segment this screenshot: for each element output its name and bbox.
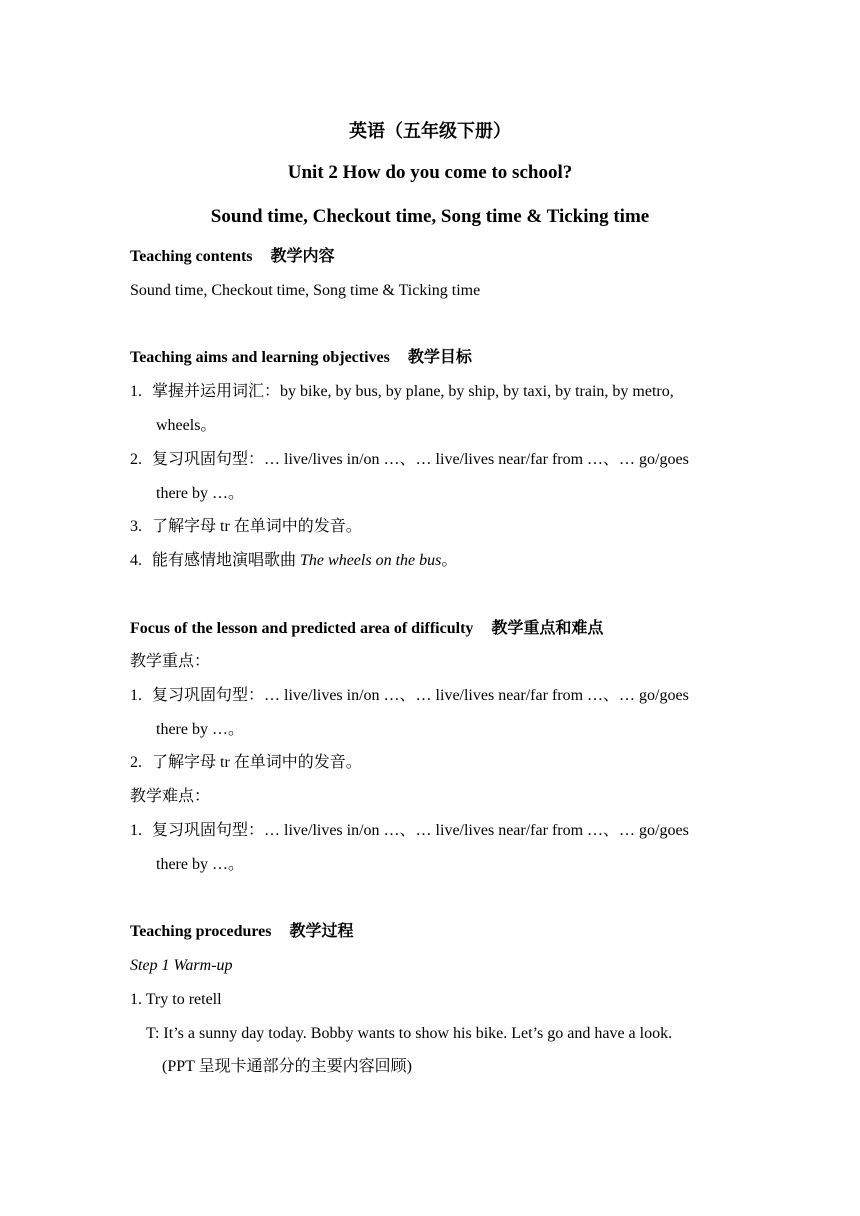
aims-item-3: [130, 517, 362, 537]
difficulty-item-1: [130, 821, 689, 841]
aims-item-4: [130, 551, 457, 571]
contents-heading-cn: 教学内容: [270, 248, 335, 265]
item-number: 4.: [130, 552, 142, 569]
key-item-1: [130, 686, 689, 706]
song-title: The wheels on the bus: [300, 552, 442, 569]
item-text: 复习巩固句型：… live/lives in/on …、… live/lives near/far from …、… go/goes: [152, 687, 689, 704]
aims-heading-en: Teaching aims and learning objectives: [130, 349, 390, 366]
aims-item-1-cont: wheels。: [156, 417, 217, 434]
contents-heading: [130, 247, 335, 267]
key-item-1-cont: there by …。: [156, 721, 244, 738]
contents-heading-en: Teaching contents: [130, 248, 253, 265]
difficulty-label: 教学难点：: [130, 788, 211, 805]
procedures-heading: [130, 922, 354, 942]
item-text-post: 。: [441, 552, 458, 569]
unit-title: Unit 2 How do you come to school?: [287, 162, 573, 183]
item-number: 1.: [130, 687, 142, 704]
ppt-note: (PPT 呈现卡通部分的主要内容回顾): [162, 1058, 412, 1075]
aims-item-1: [130, 382, 674, 402]
teacher-line: T: It’s a sunny day today. Bobby wants to show his bike. Let’s go and have a look.: [146, 1025, 673, 1042]
lesson-title: Sound time, Checkout time, Song time & Ticking time: [210, 206, 650, 227]
item-text: 掌握并运用词汇：by bike, by bus, by plane, by ship, by taxi, by train, by metro,: [152, 383, 674, 400]
aims-item-2: [130, 450, 689, 470]
focus-heading: [130, 619, 603, 639]
key-points-label: 教学重点：: [130, 653, 211, 670]
item-number: 1.: [130, 383, 142, 400]
procedures-heading-cn: 教学过程: [289, 923, 354, 940]
focus-heading-cn: 教学重点和难点: [491, 620, 604, 637]
item-text: 了解字母 tr 在单词中的发音。: [152, 754, 362, 771]
aims-heading-cn: 教学目标: [407, 349, 472, 366]
focus-heading-en: Focus of the lesson and predicted area of difficulty: [130, 620, 474, 637]
aims-item-2-cont: there by …。: [156, 485, 244, 502]
item-text: 复习巩固句型：… live/lives in/on …、… live/lives near/far from …、… go/goes: [152, 451, 689, 468]
item-number: 2.: [130, 451, 142, 468]
subject-title: 英语（五年级下册）: [349, 121, 511, 141]
aims-heading: [130, 348, 472, 368]
item-number: 2.: [130, 754, 142, 771]
item-text: 了解字母 tr 在单词中的发音。: [152, 518, 362, 535]
difficulty-item-1-cont: there by …。: [156, 856, 244, 873]
key-item-2: [130, 753, 362, 773]
step-1-sub-1: 1. Try to retell: [130, 991, 222, 1008]
item-text-pre: 能有感情地演唱歌曲: [152, 552, 301, 569]
item-text: 复习巩固句型：… live/lives in/on …、… live/lives near/far from …、… go/goes: [152, 822, 689, 839]
step-1-heading: Step 1 Warm-up: [130, 957, 233, 974]
item-number: 3.: [130, 518, 142, 535]
contents-text: Sound time, Checkout time, Song time & Ticking time: [130, 282, 481, 299]
procedures-heading-en: Teaching procedures: [130, 923, 272, 940]
item-number: 1.: [130, 822, 142, 839]
